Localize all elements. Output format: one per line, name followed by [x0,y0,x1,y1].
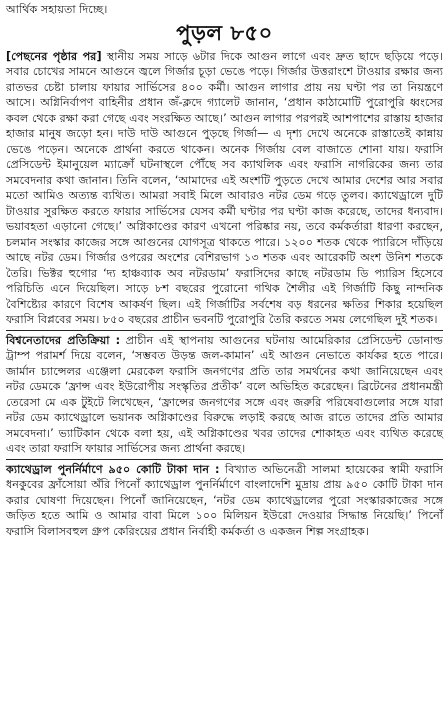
paragraph-body: বিখ্যাত অভিনেত্রী সালমা হায়েকের স্বামী ফরাসি ধনকুবের ফ্রাঁসোয়া অঁরি পিনোঁ ক্যাথেড্রাল পুনর্নির্মাণে বাংলাদেশি মুদ্রায় প্রায় ৯৫০ কোটি টাকা দান করার ঘোষণা দিয়েছেন। পিনোঁ জানিয়েছেন, ‘নটর ডেম ক্যাথেড্রালের পুরো সংস্কারকাজের সঙ্গে জড়িত হতে আমি ও আমার বাবা মিলে ১০০ মিলিয়ন ইউরো দেওয়ার সিদ্ধান্ত নিয়েছি।’ পিনোঁ ফরাসি বিলাসবহুল গ্রুপ কেরিংয়ের প্রধান নির্বাহী কর্মকর্তা ও একজন শিল্প সংগ্রাহক। [6,462,443,538]
paragraph-lead: ক্যাথেড্রাল পুনর্নির্মাণে ৯৫০ কোটি টাকা দান : [6,462,220,476]
paragraph-lead: বিশ্বনেতাদের প্রতিক্রিয়া : [6,333,121,347]
article-paragraph-1 [6,49,443,328]
continued-text-line: আর্থিক সহায়তা দিচ্ছে। [6,3,108,16]
paragraph-body: স্থানীয় সময় সাড়ে ৬টার দিকে আগুন লাগে এবং দ্রুত ছাদে ছড়িয়ে পড়ে। সবার চোখের সামনে আগুনে জ্বলে গির্জার চূড়া ভেঙে পড়ে। গির্জার উত্তরাংশে টাওয়ার রক্ষার জন্য রাতভর চেষ্টা চালায় ফায়ার সার্ভিসের ৪০০ কর্মী। আগুন লাগার প্রায় নয় ঘণ্টা পর তা নিয়ন্ত্রণে আসে। অগ্নিনির্বাপণ বাহিনীর প্রধান জঁ-ক্লদে গ্যালেট জানান, ‘প্রধান কাঠামোটি পুরোপুরি ধ্বংসের কবল থেকে রক্ষা করা গেছে এবং সংরক্ষিত আছে।’ আগুন লাগার পরপরই আশপাশের রাস্তায় হাজার হাজার মানুষ জড়ো হন। দাউ দাউ আগুনে পুড়ছে গির্জা— এ দৃশ্য দেখে অনেকে রাস্তাতেই কান্নায় ভেঙে পড়েন। অনেকে প্রার্থনা করতে থাকেন। অনেক গির্জায় বেল বাজাতে শোনা যায়। ফরাসি প্রেসিডেন্ট ইমানুয়েল ম্যাক্রোঁ ঘটনাস্থলে পৌঁছে সব ক্যাথলিক এবং ফরাসি নাগরিকের জন্য তার সমবেদনার কথা জানান। তিনি বলেন, ‘আমাদের এই অংশটি পুড়তে দেখে আমার দেশের আর সবার মতো আমিও অত্যন্ত ব্যথিত। আমরা সবাই মিলে আবারও নটর ডেম গড়ে তুলব। ক্যাথেড্রালে দুটি টাওয়ার সুরক্ষিত করতে ফায়ার সার্ভিসের যেসব কর্মী ঘণ্টার পর ঘণ্টা কাজ করেছে, তাদের ধন্যবাদ। ভয়াবহতা এড়ানো গেছে।’ অগ্নিকাণ্ডের কারণ এখনো পরিষ্কার নয়, তবে কর্মকর্তারা ধারণা করছেন, চলমান সংস্কার কাজের সঙ্গে আগুনের যোগসূত্র থাকতে পারে। ১২০০ শতক থেকে প্যারিসে দাঁড়িয়ে আছে নটর ডেম। গির্জার ওপরের অংশের বেশিরভাগ ১৩ শতক এবং আরেকটি অংশ উনিশ শতকে তৈরি। ভিক্টর হুগোর ‘দ্য হাঞ্চব্যাক অব নটরডাম’ ফরাসিদের কাছে নটরডাম ডি প্যারিস হিসেবে পরিচিতি এনে দিয়েছিল। সাড়ে ৮শ বছরের পুরোনো গথিক শৈলীর এই গির্জাটি কিছু নান্দনিক বৈশিষ্ট্যের কারণে বিশেষ আকর্ষণ ছিল। এই গির্জাটির সর্বশেষ বড় ধরনের ক্ষতির শিকার হয়েছিল ফরাসি বিপ্লবের সময়। ৮৫০ বছরের প্রাচীন ভবনটি পুরোপুরি তৈরি করতে সময় লেগেছিল দুই শতক। [6,49,443,326]
article-headline: পুড়ল ৮৫০ [176,20,273,45]
paragraph-body: প্রাচীন এই স্থাপনায় আগুনের ঘটনায় আমেরিকার প্রেসিডেন্ট ডোনাল্ড ট্রাম্প পরামর্শ দিয়ে বলেন, ‘সম্ভবত উড়ন্ত জল-কামান’ এই আগুন নেভাতে কার্যকর হতে পারে। জার্মান চ্যান্সেলর এঞ্জেলা মেরকেল ফরাসি জনগণের প্রতি তার সমর্থনের কথা জানিয়েছেন এবং নটর ডেমকে ‘ফ্রান্স এবং ইউরোপীয় সংস্কৃতির প্রতীক’ বলে অভিহিত করেছেন। ব্রিটেনের প্রধানমন্ত্রী তেরেসা মে এক টুইটে লিখেছেন, ‘ফ্রান্সের জনগণের সঙ্গে এবং জরুরি পরিষেবাগুলোর সঙ্গে যারা নটর ডেম ক্যাথেড্রালে ভয়ানক অগ্নিকাণ্ডের বিরুদ্ধে লড়াই করছে আজ রাতে তাদের প্রতি আমার সমবেদনা।’ ভ্যাটিকান থেকে বলা হয়, এই অগ্নিকাণ্ডের খবর তাদের শোকাহত এবং ব্যথিত করেছে এবং তারা ফরাসি ফায়ার সার্ভিসের জন্য প্রার্থনা করছে। [6,333,443,455]
section-divider [6,330,443,331]
article-paragraph-2 [6,333,443,457]
article-paragraph-3 [6,462,443,540]
paragraph-lead: [পেছনের পৃষ্ঠার পর] [6,49,102,63]
section-divider [6,459,443,460]
